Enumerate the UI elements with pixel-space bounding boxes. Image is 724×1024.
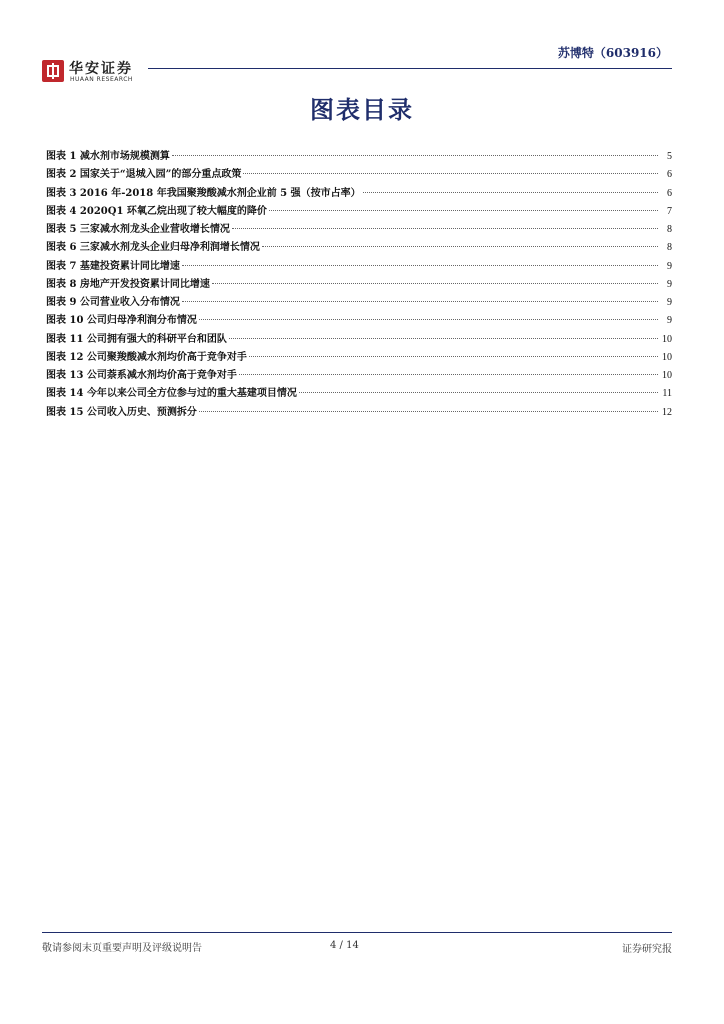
toc-entry[interactable] [46, 185, 672, 203]
toc-entry[interactable] [46, 148, 672, 166]
toc-leader-dots [363, 192, 658, 193]
toc-entry-label: 图表 4 2020Q1 环氧乙烷出现了较大幅度的降价 [46, 205, 267, 217]
toc-entry[interactable] [46, 276, 672, 294]
page-title: 图表目录 [310, 95, 414, 124]
toc-entry-page: 10 [662, 370, 672, 381]
logo-english-name: HUAAN RESEARCH [70, 76, 133, 83]
toc-entry[interactable] [46, 221, 672, 239]
toc-entry[interactable] [46, 312, 672, 330]
toc-entry-label: 图表 9 公司营业收入分布情况 [46, 297, 180, 308]
toc-entry[interactable] [46, 367, 672, 385]
toc-entry-label: 图表 7 基建投资累计同比增速 [46, 260, 180, 272]
toc-entry-label: 图表 6 三家减水剂龙头企业归母净利润增长情况 [46, 242, 260, 254]
toc-entry-page: 6 [667, 169, 672, 181]
toc-entry-page: 9 [667, 315, 672, 327]
seal-icon [42, 60, 64, 82]
toc-entry[interactable] [46, 203, 672, 221]
toc-entry-page: 10 [662, 333, 672, 345]
toc-entry-page: 9 [667, 260, 672, 272]
toc-entry-label: 图表 13 公司萘系减水剂均价高于竞争对手 [46, 370, 237, 381]
toc-leader-dots [229, 338, 658, 339]
toc-entry-page: 5 [667, 151, 672, 162]
toc-entry-label: 图表 11 公司拥有强大的科研平台和团队 [46, 333, 227, 345]
toc-entry[interactable] [46, 404, 672, 422]
logo-chinese-name: 华安证券 [69, 61, 133, 77]
toc-entry[interactable] [46, 349, 672, 367]
page-indicator: 4 / 14 [330, 940, 359, 951]
report-type: 证券研究报 [622, 944, 672, 955]
toc-leader-dots [243, 173, 658, 174]
toc-entry-page: 8 [667, 242, 672, 254]
toc-leader-dots [182, 265, 658, 266]
toc-leader-dots [239, 374, 658, 375]
company-ticker: 苏博特（603916） [557, 46, 668, 60]
toc-leader-dots [182, 301, 658, 302]
toc-entry-label: 图表 12 公司聚羧酸减水剂均价高于竞争对手 [46, 351, 247, 363]
toc-leader-dots [172, 155, 658, 156]
toc-entry[interactable] [46, 294, 672, 312]
toc-entry-page: 10 [662, 351, 672, 363]
toc-leader-dots [199, 319, 658, 320]
toc-entry-page: 12 [662, 406, 672, 418]
toc-entry-label: 图表 3 2016 年-2018 年我国聚羧酸减水剂企业前 5 强（按市占率） [46, 187, 361, 199]
toc-entry-page: 6 [667, 187, 672, 199]
toc-entry[interactable] [46, 239, 672, 257]
toc-entry-label: 图表 10 公司归母净利润分布情况 [46, 315, 197, 327]
toc-entry-label: 图表 14 今年以来公司全方位参与过的重大基建项目情况 [46, 388, 297, 400]
toc-entry-label: 图表 15 公司收入历史、预测拆分 [46, 406, 197, 418]
toc-entry-label: 图表 2 国家关于“退城入园”的部分重点政策 [46, 169, 242, 181]
toc-leader-dots [262, 246, 658, 247]
company-logo [42, 58, 162, 88]
toc-entry[interactable] [46, 258, 672, 276]
footer-disclaimer: 敬请参阅末页重要声明及评级说明告 [42, 943, 202, 954]
toc-leader-dots [199, 411, 658, 412]
header-rule [148, 68, 672, 69]
toc-entry[interactable] [46, 166, 672, 184]
toc-leader-dots [212, 283, 658, 284]
toc-entry[interactable] [46, 331, 672, 349]
toc-entry-label: 图表 1 减水剂市场规模测算 [46, 151, 170, 162]
toc-entry-page: 7 [667, 205, 672, 217]
toc-leader-dots [269, 210, 658, 211]
toc-entry-label: 图表 5 三家减水剂龙头企业营收增长情况 [46, 224, 230, 235]
table-of-figures [46, 148, 672, 422]
toc-entry-page: 8 [667, 224, 672, 235]
toc-leader-dots [249, 356, 658, 357]
toc-entry-page: 11 [662, 388, 672, 400]
footer-rule [42, 932, 672, 933]
toc-entry-label: 图表 8 房地产开发投资累计同比增速 [46, 278, 210, 290]
toc-leader-dots [232, 228, 658, 229]
toc-entry[interactable] [46, 385, 672, 403]
toc-entry-page: 9 [667, 297, 672, 308]
toc-entry-page: 9 [667, 278, 672, 290]
toc-leader-dots [299, 392, 658, 393]
